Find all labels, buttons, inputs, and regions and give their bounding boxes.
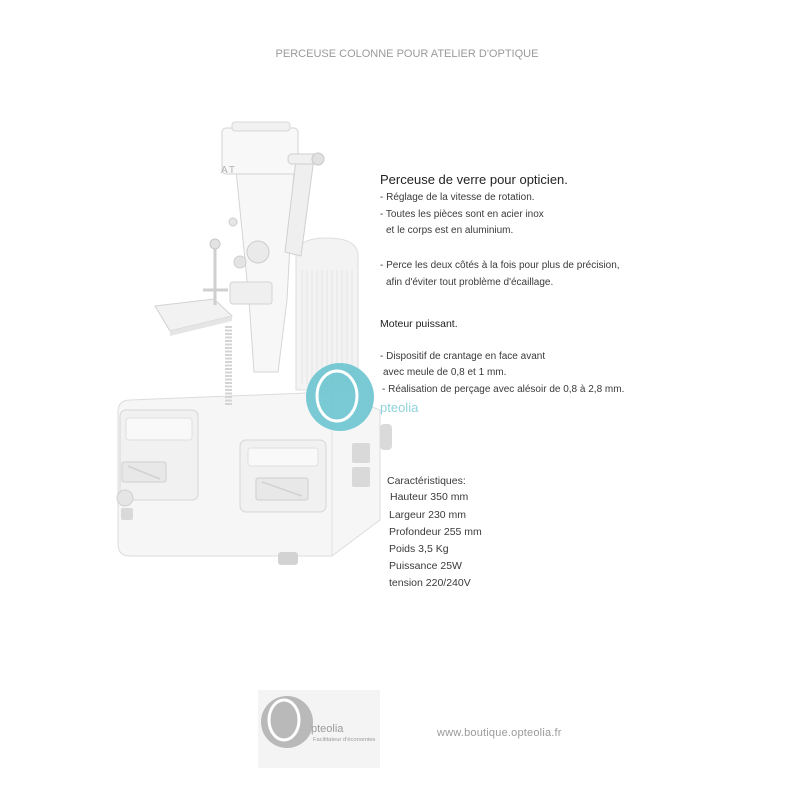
spec-item: Profondeur 255 mm <box>389 526 482 538</box>
drill-column <box>229 170 294 372</box>
pivot-screw <box>229 218 237 226</box>
footer-logo <box>258 690 382 770</box>
motor-heading: Moteur puissant. <box>380 318 458 330</box>
left-holder-cover <box>126 418 192 440</box>
page-title: PERCEUSE COLONNE POUR ATELIER D'OPTIQUE <box>275 48 539 60</box>
feature-line: - Perce les deux côtés à la fois pour plus de précision, <box>380 260 620 271</box>
watermark-text: pteolia <box>380 400 419 415</box>
chuck-block <box>230 282 272 304</box>
right-holder-cover <box>248 448 318 466</box>
small-gear <box>234 256 246 268</box>
feature-line: et le corps est en aluminium. <box>386 225 514 236</box>
work-tray <box>155 299 232 336</box>
specs-heading: Caractéristiques: <box>387 475 466 487</box>
feature-line: avec meule de 0,8 et 1 mm. <box>383 367 507 378</box>
control-switch-top <box>352 443 370 463</box>
machine-foot <box>121 508 133 520</box>
feature-line: afin d'éviter tout problème d'écaillage. <box>386 277 554 288</box>
drive-gear <box>247 241 269 263</box>
machine-foot <box>278 552 298 565</box>
spec-item: Hauteur 350 mm <box>390 491 469 503</box>
spec-item: Poids 3,5 Kg <box>389 543 449 555</box>
spec-item: tension 220/240V <box>389 577 471 589</box>
spec-item: Puissance 25W <box>389 560 462 572</box>
rod-knob <box>210 239 220 249</box>
control-switch-bottom <box>352 467 370 487</box>
adjustment-rod <box>203 239 228 305</box>
lever-knob <box>312 153 324 165</box>
device-marking: AT <box>221 165 238 176</box>
feature-line: - Réalisation de perçage avec alésoir de 0,8 à 2,8 mm. <box>382 384 625 395</box>
product-heading: Perceuse de verre pour opticien. <box>380 172 568 187</box>
footer-logo-text: pteolia <box>311 723 344 735</box>
footer-logo-tagline: Facilitateur d'économies <box>313 737 376 743</box>
column-arm <box>236 170 294 372</box>
watermark-logo <box>300 358 430 438</box>
right-lens-holder <box>240 440 326 512</box>
machine-head <box>221 122 298 176</box>
feature-line: - Réglage de la vitesse de rotation. <box>380 192 535 203</box>
head-cap <box>232 122 290 131</box>
product-photo <box>110 115 400 575</box>
feature-line: - Toutes les pièces sont en acier inox <box>380 209 544 220</box>
feature-line: - Dispositif de crantage en face avant <box>380 351 546 362</box>
spec-item: Largeur 230 mm <box>389 509 467 521</box>
left-lens-holder <box>120 410 198 500</box>
footer-url: www.boutique.opteolia.fr <box>437 727 562 739</box>
front-knob <box>117 490 133 506</box>
